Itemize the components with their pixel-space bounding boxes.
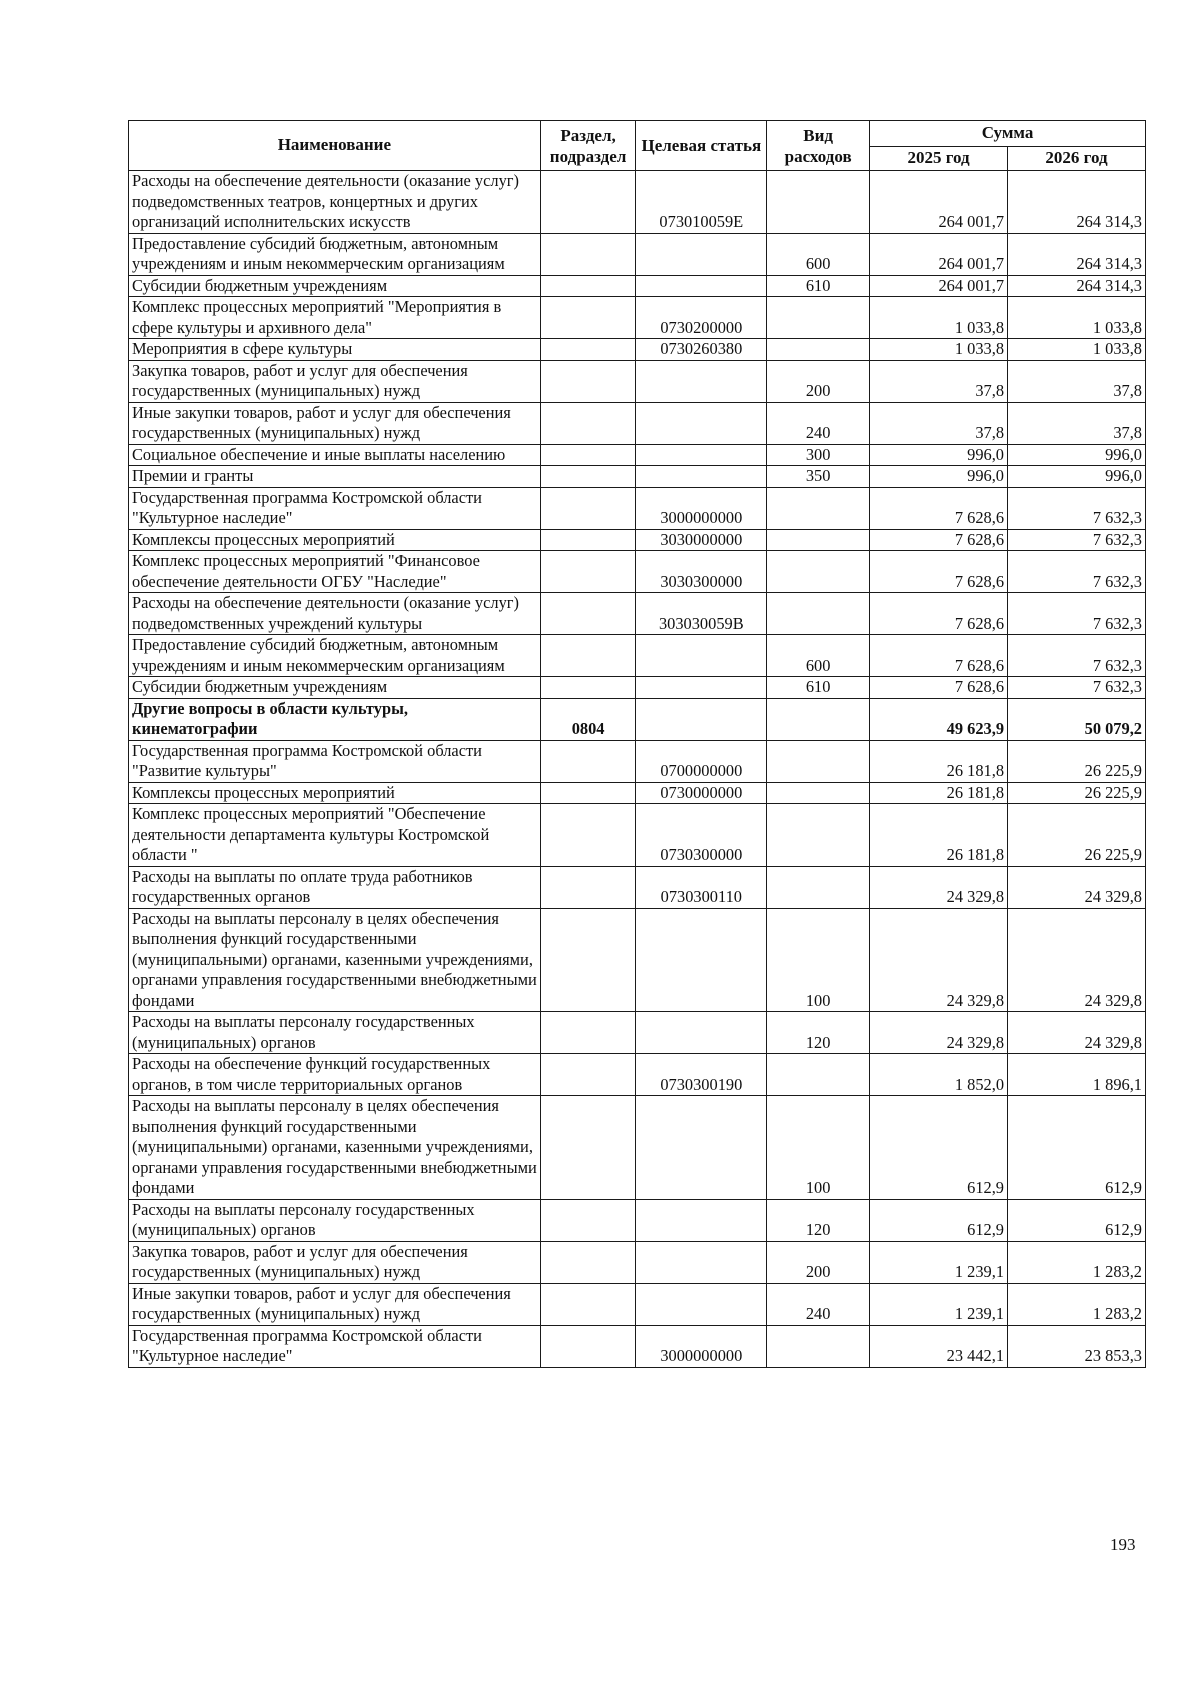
row-2026-cell: 37,8: [1008, 360, 1146, 402]
row-name-cell: Расходы на выплаты персоналу государственных (муниципальных) органов: [129, 1012, 541, 1054]
row-name-cell: Расходы на выплаты по оплате труда работников государственных органов: [129, 866, 541, 908]
row-2025-cell: 7 628,6: [870, 487, 1008, 529]
row-section-cell: [540, 804, 636, 867]
row-kind-cell: [767, 593, 870, 635]
row-section-cell: [540, 529, 636, 551]
row-2025-cell: 26 181,8: [870, 804, 1008, 867]
row-section-cell: [540, 487, 636, 529]
row-target-cell: 0730300110: [636, 866, 767, 908]
row-2025-cell: 7 628,6: [870, 529, 1008, 551]
row-target-cell: [636, 635, 767, 677]
row-target-cell: [636, 1283, 767, 1325]
row-name-cell: Предоставление субсидий бюджетным, автономным учреждениям и иным некоммерческим организациям: [129, 233, 541, 275]
row-section-cell: [540, 677, 636, 699]
row-name-cell: Субсидии бюджетным учреждениям: [129, 677, 541, 699]
table-row: [129, 593, 1146, 635]
row-2025-cell: 26 181,8: [870, 740, 1008, 782]
table-row: [129, 233, 1146, 275]
row-section-cell: [540, 233, 636, 275]
row-2025-cell: 264 001,7: [870, 171, 1008, 234]
table-row: [129, 1283, 1146, 1325]
table-row: [129, 360, 1146, 402]
row-name-cell: Субсидии бюджетным учреждениям: [129, 275, 541, 297]
row-2026-cell: 264 314,3: [1008, 171, 1146, 234]
row-2025-cell: 37,8: [870, 360, 1008, 402]
row-kind-cell: 120: [767, 1012, 870, 1054]
row-kind-cell: [767, 804, 870, 867]
page-number: 193: [1110, 1535, 1136, 1554]
row-2026-cell: 996,0: [1008, 444, 1146, 466]
row-kind-cell: [767, 698, 870, 740]
row-section-cell: [540, 1012, 636, 1054]
row-section-cell: [540, 297, 636, 339]
row-target-cell: [636, 444, 767, 466]
row-name-cell: Комплексы процессных мероприятий: [129, 782, 541, 804]
row-section-cell: [540, 593, 636, 635]
row-name-cell: Мероприятия в сфере культуры: [129, 339, 541, 361]
row-name-cell: Предоставление субсидий бюджетным, автономным учреждениям и иным некоммерческим организациям: [129, 635, 541, 677]
row-name-cell: Расходы на обеспечение деятельности (оказание услуг) подведомственных учреждений культуры: [129, 593, 541, 635]
row-kind-cell: [767, 740, 870, 782]
row-2025-cell: 24 329,8: [870, 908, 1008, 1012]
row-target-cell: 0730300190: [636, 1054, 767, 1096]
row-name-cell: Комплекс процессных мероприятий "Обеспечение деятельности департамента культуры Костромской области ": [129, 804, 541, 867]
row-2026-cell: 612,9: [1008, 1199, 1146, 1241]
row-target-cell: [636, 698, 767, 740]
row-2025-cell: 1 239,1: [870, 1283, 1008, 1325]
table-header: [129, 121, 1146, 171]
row-target-cell: 3000000000: [636, 1325, 767, 1367]
row-2026-cell: 1 896,1: [1008, 1054, 1146, 1096]
row-2026-cell: 24 329,8: [1008, 908, 1146, 1012]
row-target-cell: 0730200000: [636, 297, 767, 339]
row-name-cell: Государственная программа Костромской области "Развитие культуры": [129, 740, 541, 782]
row-2025-cell: 612,9: [870, 1199, 1008, 1241]
table-row: [129, 782, 1146, 804]
table-row: [129, 698, 1146, 740]
row-name-cell: Комплекс процессных мероприятий "Финансовое обеспечение деятельности ОГБУ "Наследие": [129, 551, 541, 593]
table-row: [129, 339, 1146, 361]
row-section-cell: [540, 551, 636, 593]
row-name-cell: Комплексы процессных мероприятий: [129, 529, 541, 551]
table-row: [129, 1199, 1146, 1241]
row-section-cell: [540, 1283, 636, 1325]
table-row: [129, 297, 1146, 339]
row-section-cell: [540, 402, 636, 444]
row-2025-cell: 996,0: [870, 466, 1008, 488]
row-name-cell: Государственная программа Костромской области "Культурное наследие": [129, 1325, 541, 1367]
row-2026-cell: 264 314,3: [1008, 233, 1146, 275]
row-name-cell: Иные закупки товаров, работ и услуг для обеспечения государственных (муниципальных) нужд: [129, 1283, 541, 1325]
row-target-cell: [636, 908, 767, 1012]
row-target-cell: [636, 233, 767, 275]
row-name-cell: Расходы на выплаты персоналу государственных (муниципальных) органов: [129, 1199, 541, 1241]
row-section-cell: [540, 360, 636, 402]
row-2025-cell: 996,0: [870, 444, 1008, 466]
row-2026-cell: 7 632,3: [1008, 593, 1146, 635]
row-2025-cell: 264 001,7: [870, 233, 1008, 275]
row-kind-cell: 100: [767, 1096, 870, 1200]
row-2026-cell: 996,0: [1008, 466, 1146, 488]
row-2025-cell: 7 628,6: [870, 593, 1008, 635]
row-section-cell: [540, 1241, 636, 1283]
row-kind-cell: 120: [767, 1199, 870, 1241]
header-target: Целевая статья: [636, 121, 767, 171]
row-kind-cell: [767, 866, 870, 908]
row-2025-cell: 37,8: [870, 402, 1008, 444]
row-kind-cell: 600: [767, 635, 870, 677]
row-kind-cell: [767, 551, 870, 593]
row-2025-cell: 7 628,6: [870, 677, 1008, 699]
row-section-cell: [540, 171, 636, 234]
row-2026-cell: 1 033,8: [1008, 339, 1146, 361]
table-row: [129, 1054, 1146, 1096]
row-2025-cell: 1 852,0: [870, 1054, 1008, 1096]
row-kind-cell: 200: [767, 1241, 870, 1283]
row-kind-cell: 610: [767, 677, 870, 699]
row-2026-cell: 26 225,9: [1008, 740, 1146, 782]
table-body: [129, 171, 1146, 1368]
row-2025-cell: 1 033,8: [870, 339, 1008, 361]
header-year-2026: 2026 год: [1008, 147, 1146, 171]
row-2026-cell: 7 632,3: [1008, 677, 1146, 699]
row-2026-cell: 1 033,8: [1008, 297, 1146, 339]
table-row: [129, 804, 1146, 867]
row-kind-cell: 300: [767, 444, 870, 466]
row-2025-cell: 24 329,8: [870, 1012, 1008, 1054]
row-kind-cell: [767, 339, 870, 361]
row-target-cell: [636, 677, 767, 699]
row-2026-cell: 50 079,2: [1008, 698, 1146, 740]
row-2026-cell: 37,8: [1008, 402, 1146, 444]
row-section-cell: [540, 740, 636, 782]
row-name-cell: Иные закупки товаров, работ и услуг для обеспечения государственных (муниципальных) нужд: [129, 402, 541, 444]
row-2026-cell: 7 632,3: [1008, 529, 1146, 551]
row-name-cell: Другие вопросы в области культуры, кинематографии: [129, 698, 541, 740]
header-kind: Вид расходов: [767, 121, 870, 171]
row-target-cell: [636, 466, 767, 488]
table-row: [129, 908, 1146, 1012]
row-target-cell: 0700000000: [636, 740, 767, 782]
row-target-cell: [636, 1096, 767, 1200]
row-target-cell: 3030000000: [636, 529, 767, 551]
row-name-cell: Расходы на выплаты персоналу в целях обеспечения выполнения функций государственными (муниципальными) органами, казенными учреждениями, органами управления государственными внебюджетными фондами: [129, 908, 541, 1012]
row-target-cell: 303030059В: [636, 593, 767, 635]
row-2026-cell: 24 329,8: [1008, 1012, 1146, 1054]
row-2026-cell: 264 314,3: [1008, 275, 1146, 297]
row-name-cell: Расходы на обеспечение функций государственных органов, в том числе территориальных органов: [129, 1054, 541, 1096]
row-target-cell: [636, 275, 767, 297]
table-row: [129, 1012, 1146, 1054]
row-2025-cell: 23 442,1: [870, 1325, 1008, 1367]
row-target-cell: 3000000000: [636, 487, 767, 529]
header-sum: Сумма: [870, 121, 1146, 147]
row-2025-cell: 7 628,6: [870, 635, 1008, 677]
row-target-cell: 0730260380: [636, 339, 767, 361]
row-section-cell: [540, 908, 636, 1012]
row-section-cell: [540, 1325, 636, 1367]
row-2025-cell: 26 181,8: [870, 782, 1008, 804]
row-target-cell: 0730000000: [636, 782, 767, 804]
row-kind-cell: [767, 297, 870, 339]
table-row: [129, 529, 1146, 551]
row-kind-cell: [767, 487, 870, 529]
table-row: [129, 866, 1146, 908]
row-name-cell: Расходы на выплаты персоналу в целях обеспечения выполнения функций государственными (муниципальными) органами, казенными учреждениями, органами управления государственными внебюджетными фондами: [129, 1096, 541, 1200]
row-2026-cell: 26 225,9: [1008, 804, 1146, 867]
table-row: [129, 275, 1146, 297]
row-kind-cell: 240: [767, 1283, 870, 1325]
row-section-cell: [540, 444, 636, 466]
row-kind-cell: [767, 171, 870, 234]
row-target-cell: [636, 1241, 767, 1283]
row-2025-cell: 612,9: [870, 1096, 1008, 1200]
row-2025-cell: 1 033,8: [870, 297, 1008, 339]
row-kind-cell: [767, 529, 870, 551]
table-row: [129, 487, 1146, 529]
row-2025-cell: 264 001,7: [870, 275, 1008, 297]
row-2026-cell: 1 283,2: [1008, 1283, 1146, 1325]
row-2026-cell: 612,9: [1008, 1096, 1146, 1200]
row-kind-cell: 100: [767, 908, 870, 1012]
row-section-cell: 0804: [540, 698, 636, 740]
row-2026-cell: 1 283,2: [1008, 1241, 1146, 1283]
row-target-cell: 3030300000: [636, 551, 767, 593]
row-target-cell: [636, 1199, 767, 1241]
row-name-cell: Государственная программа Костромской области "Культурное наследие": [129, 487, 541, 529]
header-year-2025: 2025 год: [870, 147, 1008, 171]
row-section-cell: [540, 1096, 636, 1200]
row-name-cell: Премии и гранты: [129, 466, 541, 488]
row-name-cell: Закупка товаров, работ и услуг для обеспечения государственных (муниципальных) нужд: [129, 360, 541, 402]
table-row: [129, 444, 1146, 466]
row-2025-cell: 24 329,8: [870, 866, 1008, 908]
budget-table: [128, 120, 1146, 1368]
header-section: Раздел, подраздел: [540, 121, 636, 171]
row-kind-cell: 240: [767, 402, 870, 444]
row-section-cell: [540, 1199, 636, 1241]
row-2026-cell: 23 853,3: [1008, 1325, 1146, 1367]
row-2026-cell: 26 225,9: [1008, 782, 1146, 804]
row-name-cell: Комплекс процессных мероприятий "Мероприятия в сфере культуры и архивного дела": [129, 297, 541, 339]
row-2026-cell: 7 632,3: [1008, 551, 1146, 593]
row-name-cell: Социальное обеспечение и иные выплаты населению: [129, 444, 541, 466]
row-target-cell: 0730300000: [636, 804, 767, 867]
row-2026-cell: 7 632,3: [1008, 487, 1146, 529]
row-kind-cell: [767, 782, 870, 804]
row-2026-cell: 7 632,3: [1008, 635, 1146, 677]
row-target-cell: 073010059Е: [636, 171, 767, 234]
row-kind-cell: [767, 1054, 870, 1096]
row-name-cell: Расходы на обеспечение деятельности (оказание услуг) подведомственных театров, концертных и других организаций исполнительских искусств: [129, 171, 541, 234]
table-row: [129, 677, 1146, 699]
row-section-cell: [540, 866, 636, 908]
row-section-cell: [540, 466, 636, 488]
table-row: [129, 1241, 1146, 1283]
row-section-cell: [540, 1054, 636, 1096]
row-section-cell: [540, 339, 636, 361]
row-2026-cell: 24 329,8: [1008, 866, 1146, 908]
row-kind-cell: 600: [767, 233, 870, 275]
table-row: [129, 740, 1146, 782]
row-target-cell: [636, 360, 767, 402]
row-section-cell: [540, 275, 636, 297]
row-kind-cell: 200: [767, 360, 870, 402]
table-row: [129, 402, 1146, 444]
table-row: [129, 1096, 1146, 1200]
row-2025-cell: 49 623,9: [870, 698, 1008, 740]
row-kind-cell: 610: [767, 275, 870, 297]
row-section-cell: [540, 782, 636, 804]
row-name-cell: Закупка товаров, работ и услуг для обеспечения государственных (муниципальных) нужд: [129, 1241, 541, 1283]
row-kind-cell: 350: [767, 466, 870, 488]
row-target-cell: [636, 402, 767, 444]
table-row: [129, 551, 1146, 593]
row-target-cell: [636, 1012, 767, 1054]
row-section-cell: [540, 635, 636, 677]
table-row: [129, 466, 1146, 488]
table-row: [129, 171, 1146, 234]
row-2025-cell: 1 239,1: [870, 1241, 1008, 1283]
table-row: [129, 635, 1146, 677]
table-row: [129, 1325, 1146, 1367]
row-2025-cell: 7 628,6: [870, 551, 1008, 593]
header-name: Наименование: [129, 121, 541, 171]
row-kind-cell: [767, 1325, 870, 1367]
